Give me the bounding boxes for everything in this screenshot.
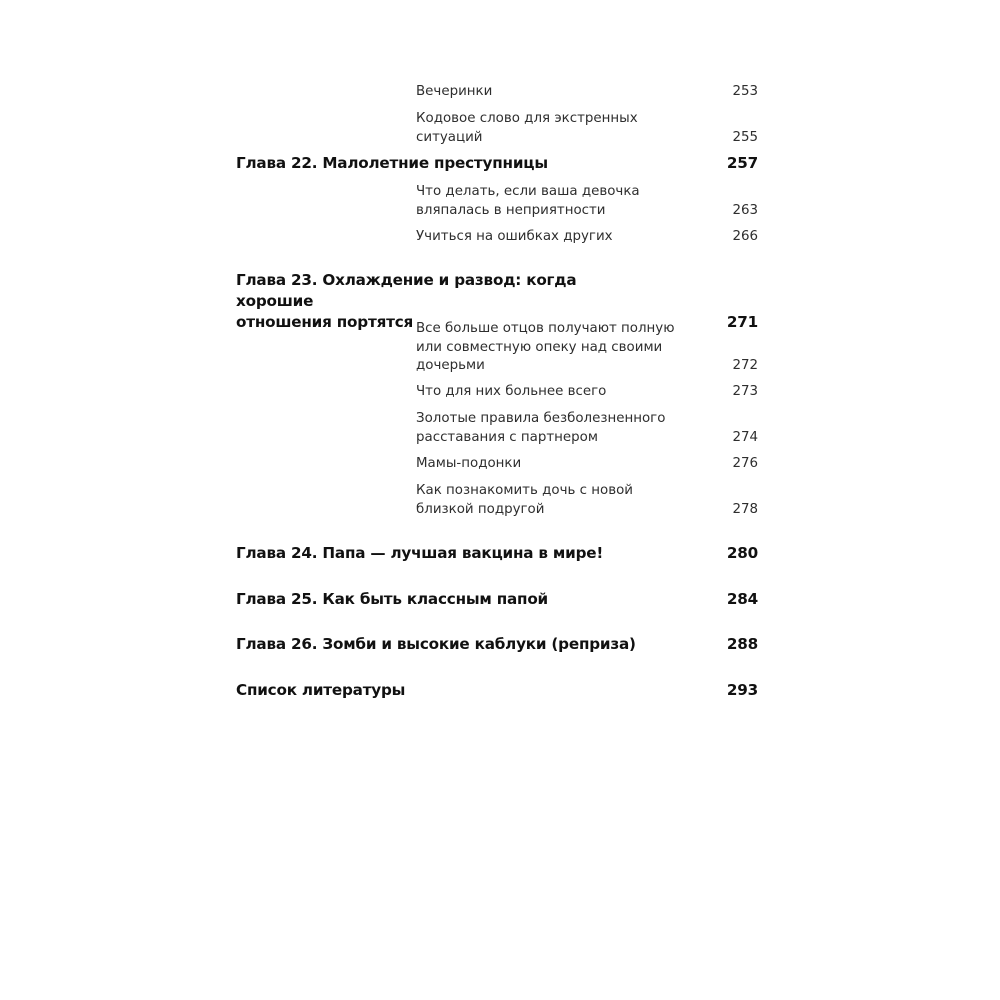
toc-subentry-title: Мамы-подонки [416,456,522,471]
toc-subentry[interactable] [416,455,758,474]
toc-chapter-title: Глава 23. Охлаждение и развод: когда хорошие отношения портятся [236,271,577,331]
toc-page-number: 272 [732,358,758,373]
toc-subentry-title: Вечеринки [416,84,493,99]
toc-chapter-title: Список литературы [236,681,406,699]
toc-chapter-title: Глава 26. Зомби и высокие каблуки (репризa) [236,635,636,653]
toc-subentry[interactable] [416,110,758,147]
toc-page-number: 274 [732,429,758,445]
toc-subentry-title: Что для них больнее всего [416,384,607,399]
toc-chapter-entry[interactable] [236,153,758,174]
toc-chapter-entry[interactable] [236,589,758,610]
toc-subentry-title: Что делать, если ваша девочка вляпалась в неприятности [416,184,640,218]
toc-page-number: 276 [732,456,758,471]
toc-page-number: 278 [732,501,758,517]
toc-subentry[interactable] [416,83,758,102]
toc-subentry[interactable] [416,228,758,247]
toc-subentry-title: Золотые правила безболезненного расставания с партнером [416,411,666,445]
toc-page-number: 273 [732,384,758,399]
toc-chapter-entry[interactable] [236,543,758,564]
toc-subentry-title: Кодовое слово для экстренных ситуаций [416,111,638,145]
toc-page-number: 271 [726,313,758,331]
toc-subentry[interactable] [416,320,758,376]
toc-chapter-entry[interactable] [236,634,758,655]
toc-subentry[interactable] [416,183,758,220]
toc-page-number: 266 [732,229,758,244]
toc-chapter-title: Глава 22. Малолетние преступницы [236,154,548,172]
toc-page-number: 280 [726,544,758,562]
toc-page-number: 284 [726,590,758,608]
toc-chapter-title: Глава 25. Как быть классным папой [236,590,549,608]
toc-subentry-title: Как познакомить дочь с новой близкой подругой [416,483,633,517]
toc-page-number: 288 [726,635,758,653]
toc-subentry[interactable] [416,383,758,402]
toc-page-number: 263 [732,202,758,218]
toc-page-number: 293 [726,681,758,699]
toc-subentry-title: Учиться на ошибках других [416,229,613,244]
toc-subentry[interactable] [416,482,758,519]
toc-page-number: 257 [726,154,758,172]
toc-page-number: 253 [732,84,758,99]
toc-page-number: 255 [732,129,758,145]
toc-subentry[interactable] [416,410,758,447]
toc-chapter-entry[interactable] [236,680,758,701]
toc-chapter-title: Глава 24. Папа — лучшая вакцина в мире! [236,544,604,562]
toc-subentry-title: Все больше отцов получают полную или совместную опеку над своими дочерьми [416,321,675,373]
